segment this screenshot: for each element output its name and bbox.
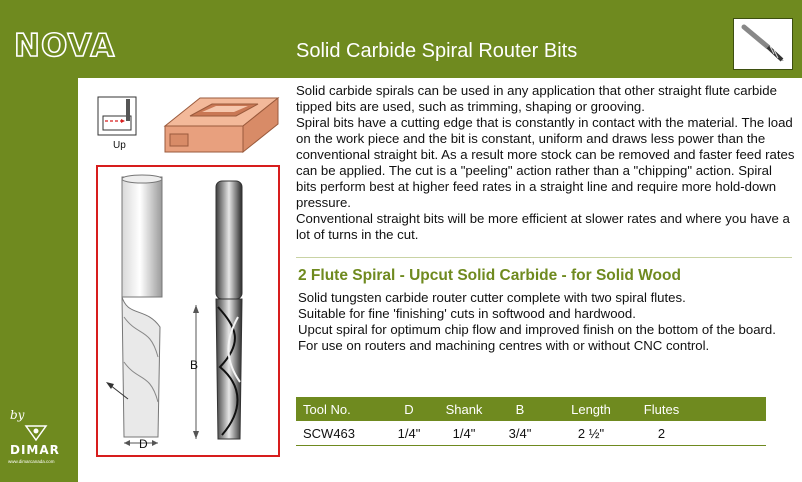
cell-shank: 1/4" [433,421,495,446]
product-line: Upcut spiral for optimum chip flow and improved finish on the bottom of the board. [298,322,776,337]
cell-tool-no: SCW463 [296,421,385,446]
dimension-b-label: B [190,358,199,372]
col-shank: Shank [433,397,495,421]
col-length: Length [545,397,637,421]
intro-paragraph: Conventional straight bits will be more efficient at slower rates and where you have a lot of turns in the cut. [296,211,790,242]
cell-flutes: 2 [637,421,766,446]
section-divider [296,257,792,258]
grooved-wood-block-image [160,86,280,156]
table-row [296,421,766,446]
header-bar [0,0,802,78]
product-line: Suitable for fine 'finishing' cuts in softwood and hardwood. [298,306,636,321]
cell-d: 1/4" [385,421,433,446]
upcut-diagram-icon [97,96,137,136]
intro-paragraph: Spiral bits have a cutting edge that is constantly in contact with the material. The load on the work piece and the bit is constant, uniform and draws less power than the conventional straight bit. As a result more stock can be removed and faster feed rates can be applied. The cut is a "peeling" action rather than a "chipping" action. Spiral bits perform best at higher feed rates in a straight line and require more hold-down pressure. [296,115,795,210]
product-subtitle: 2 Flute Spiral - Upcut Solid Carbide - for Solid Wood [298,267,681,284]
dimar-logo: DIMAR [10,443,60,457]
by-label: by [10,408,25,422]
up-label: Up [113,140,126,151]
col-b: B [495,397,545,421]
product-line: For use on routers and machining centres with or without CNC control. [298,338,710,353]
col-tool-no: Tool No. [296,397,385,421]
cell-b: 3/4" [495,421,545,446]
intro-text [296,83,796,243]
spec-table [296,397,766,446]
intro-paragraph: Solid carbide spirals can be used in any application that other straight flute carbide tipped bits are used, such as trimming, shaping or grooving. [296,83,777,114]
company-url: www.dimarcanada.com [8,459,55,464]
nova-logo: NOVA [14,28,116,64]
col-d: D [385,397,433,421]
product-description [298,290,793,354]
router-bit-figure [96,165,280,457]
product-line: Solid tungsten carbide router cutter complete with two spiral flutes. [298,290,686,305]
cell-length: 2 ½" [545,421,637,446]
router-bit-thumbnail [733,18,793,70]
page-title: Solid Carbide Spiral Router Bits [296,40,578,62]
spec-header-row [296,397,766,421]
dimension-d-label: D [139,437,148,451]
col-flutes: Flutes [637,397,766,421]
